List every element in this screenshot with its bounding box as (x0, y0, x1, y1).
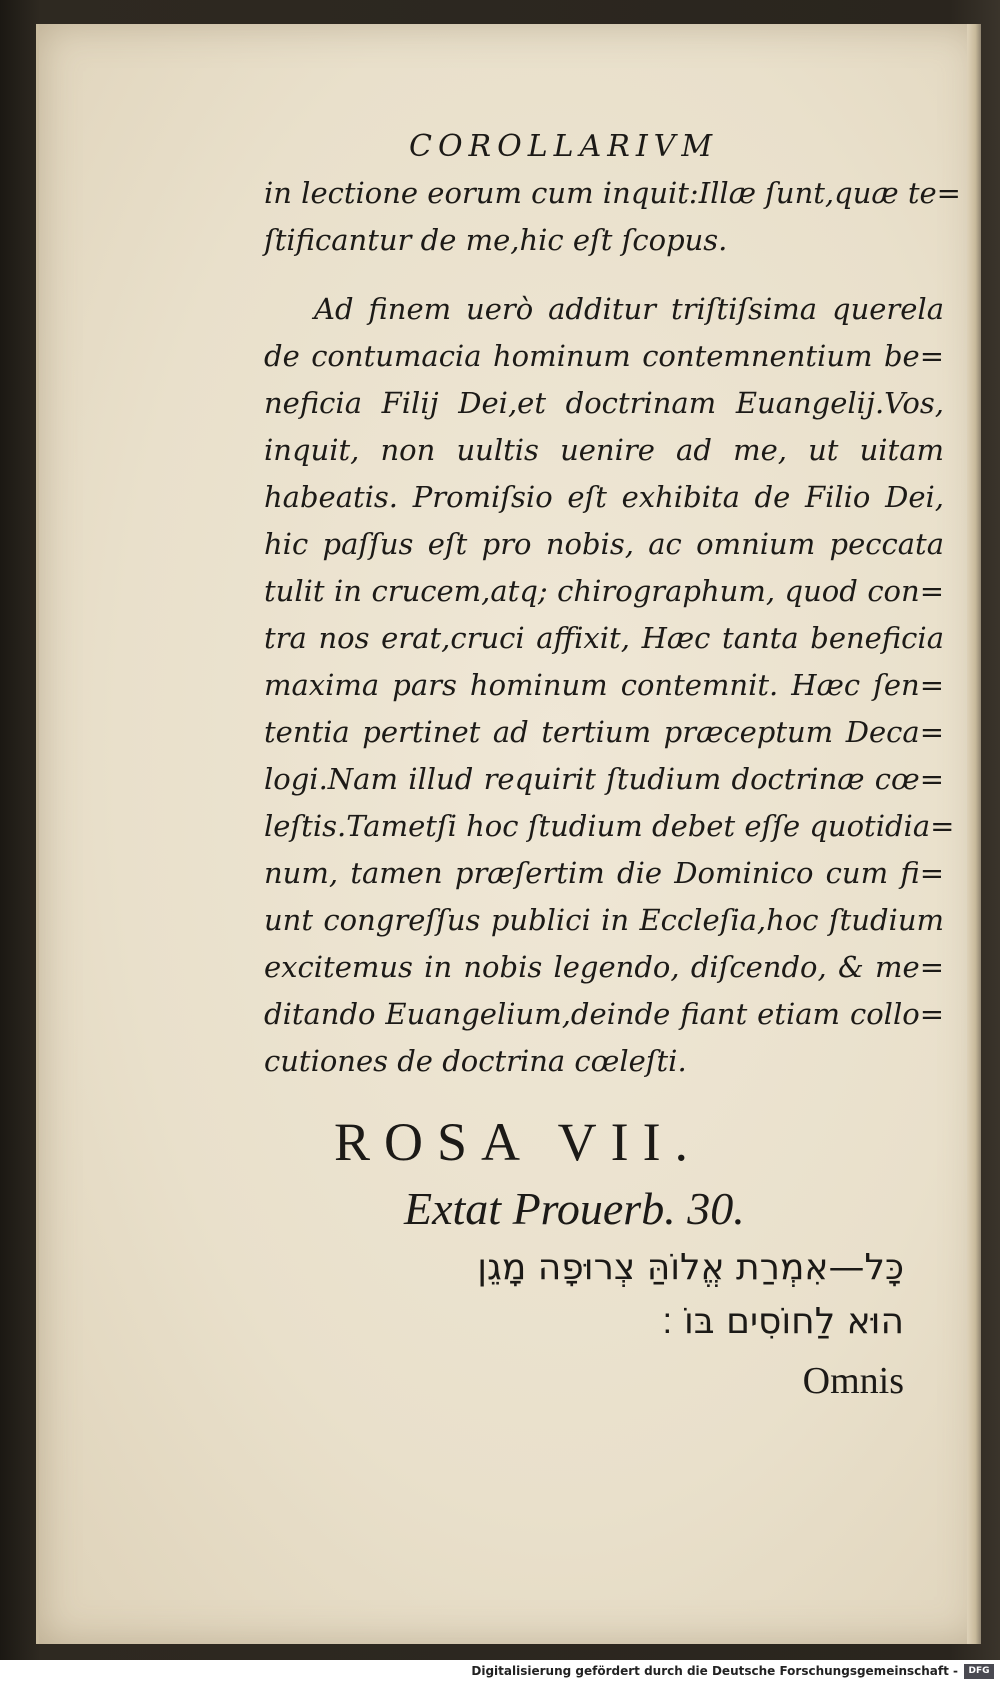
text-line: de contumacia hominum contemnentium be= (264, 339, 944, 373)
text-line: habeatis. Promiſsio eſt exhibita de Filio Dei, (264, 480, 944, 514)
hebrew-line: כָּל—אִמְרַת אֱלוֹהַּ צְרוּפָה מָגֵן (477, 1247, 904, 1288)
text-line: excitemus in nobis legendo, diſcendo, & me= (264, 950, 944, 984)
source-reference: Extat Prouerb. 30. (404, 1183, 745, 1234)
text-line: in lectione eorum cum inquit:Illæ ſunt,quæ te= (264, 176, 961, 210)
paragraph-1 (264, 170, 961, 264)
text-line: unt congreſſus publici in Eccleſia,hoc ſtudium (264, 903, 944, 937)
hebrew-line: הוּא לַחוֹסִים בּוֹ ׃ (661, 1301, 904, 1342)
running-head: COROLLARIVM (409, 129, 719, 164)
text-line: num, tamen præſertim die Dominico cum fi= (264, 856, 944, 890)
text-line: hic paſſus eſt pro nobis, ac omnium peccata (264, 527, 944, 561)
text-line: ſtificantur de me,hic eſt ſcopus. (264, 223, 728, 257)
text-line: leſtis.Tametſi hoc ſtudium debet eſſe quotidia= (264, 809, 955, 843)
page-text (264, 124, 961, 1409)
text-line: ditando Euangelium,deinde fiant etiam collo= (264, 997, 944, 1031)
dfg-logo-icon: DFG (964, 1664, 994, 1679)
text-line: tulit in crucem,atq; chirographum, quod con= (264, 574, 944, 608)
book-page (36, 24, 981, 1644)
page-edge (967, 24, 981, 1644)
funding-credit: Digitalisierung gefördert durch die Deutsche Forschungsgemeinschaft - (471, 1664, 958, 1678)
catchword: Omnis (802, 1360, 904, 1402)
footer-bar (0, 1660, 1000, 1685)
text-line: neficia Filij Dei,et doctrinam Euangelij.Vos, (264, 386, 944, 420)
text-line: tra nos erat,cruci affixit, Hæc tanta beneficia (264, 621, 944, 655)
text-line: inquit, non uultis uenire ad me, ut uitam (264, 433, 944, 467)
text-line: logi.Nam illud requirit ſtudium doctrinæ cœ= (264, 762, 944, 796)
text-line: Ad finem uerò additur triſtiſsima querela (314, 292, 944, 326)
text-line: tentia pertinet ad tertium præceptum Deca= (264, 715, 944, 749)
paragraph-2 (264, 286, 955, 1085)
section-heading: ROSA VII. (334, 1112, 703, 1172)
text-line: cutiones de doctrina cœleſti. (264, 1044, 687, 1078)
text-line: maxima pars hominum contemnit. Hæc ſen= (264, 668, 944, 702)
